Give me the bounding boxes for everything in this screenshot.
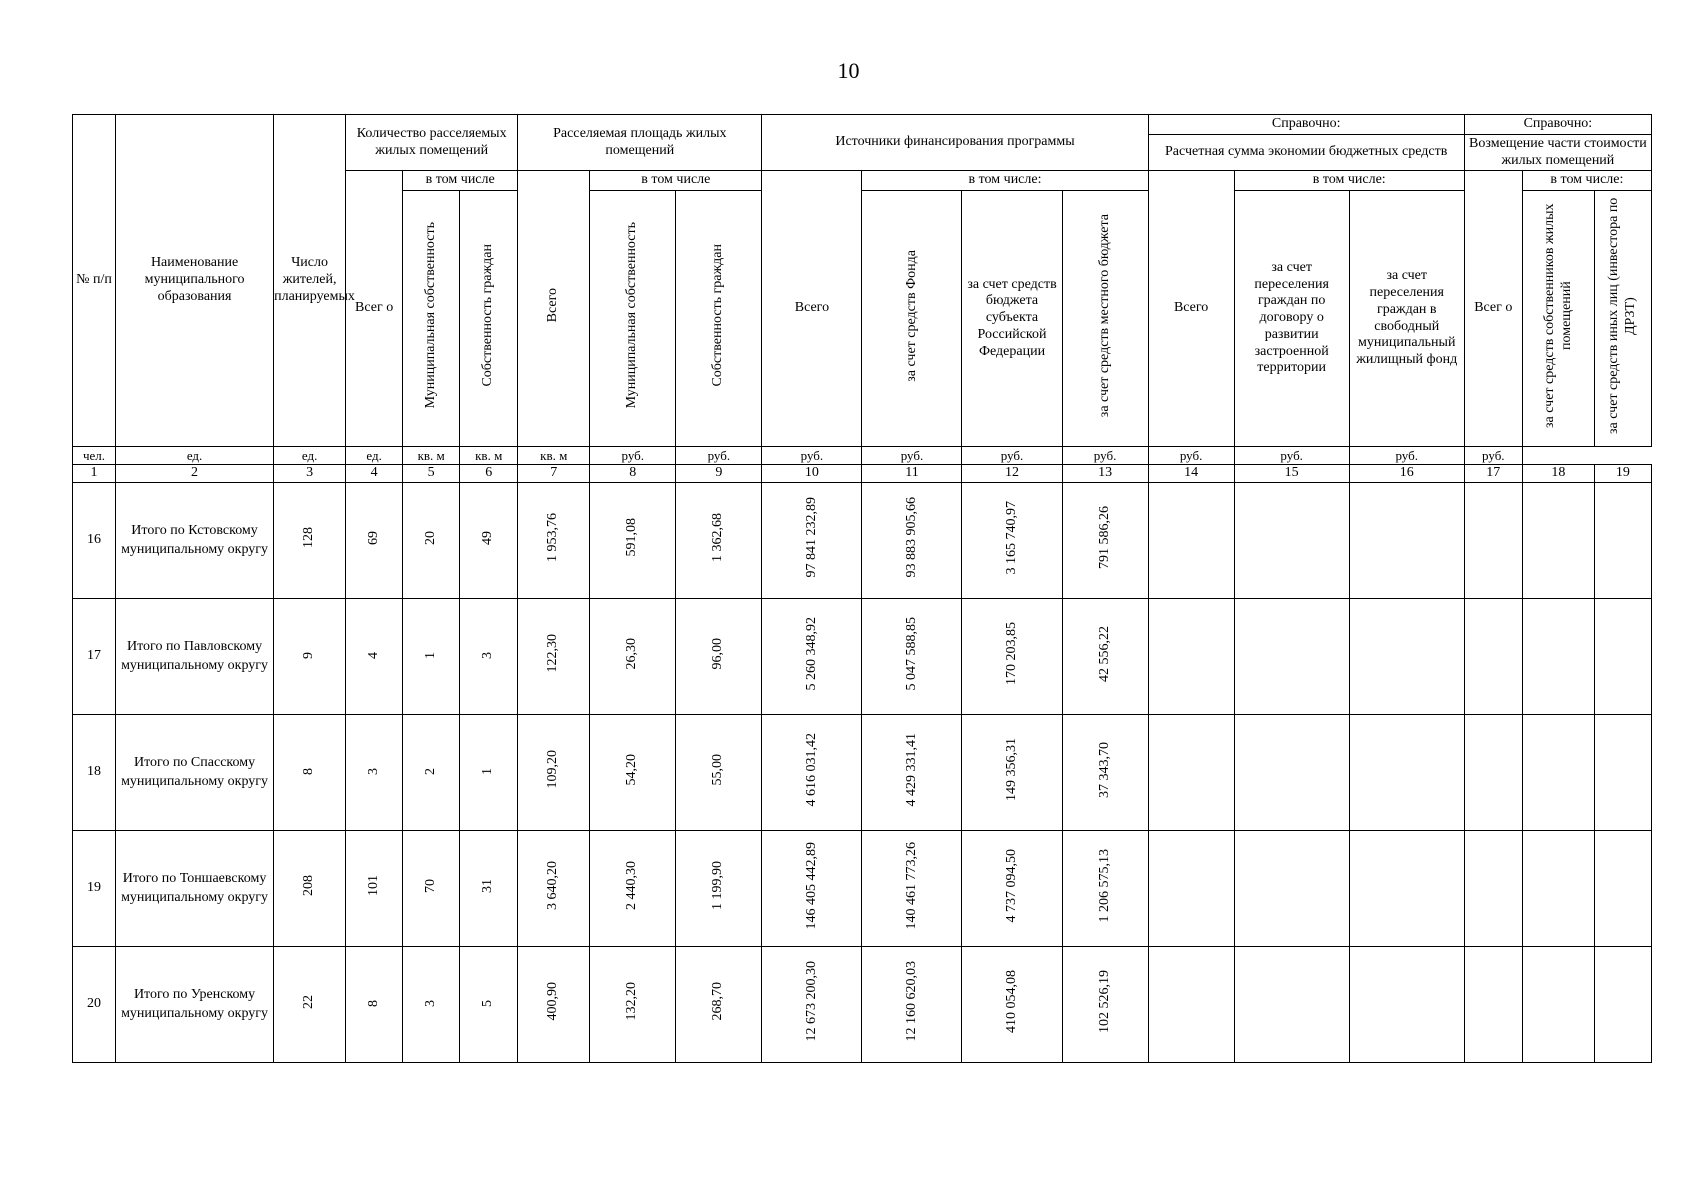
unit-cell: чел. (73, 447, 116, 465)
cell-area-citizens (676, 599, 762, 715)
value-qty-citizens: 31 (480, 878, 496, 893)
value-residents: 208 (301, 875, 317, 897)
column-number: 14 (1148, 465, 1234, 483)
header-fin-total: Всего (762, 171, 862, 447)
cell-empty (1522, 715, 1594, 831)
header-savings-total: Всего (1148, 171, 1234, 447)
cell-empty (1522, 831, 1594, 947)
unit-cell: ед. (116, 447, 274, 465)
column-number: 11 (862, 465, 962, 483)
unit-cell: руб. (676, 447, 762, 465)
unit-cell: кв. м (403, 447, 460, 465)
cell-residents (274, 483, 346, 599)
cell-empty (1234, 715, 1349, 831)
cell-fin-fund (862, 947, 962, 1063)
header-qty-including: в том числе (403, 171, 518, 191)
cell-qty-total (346, 715, 403, 831)
unit-cell: руб. (762, 447, 862, 465)
row-number: 16 (73, 483, 116, 599)
header-funding-group: Источники финансирования программы (762, 115, 1148, 171)
cell-area-total (518, 831, 590, 947)
unit-cell: ед. (346, 447, 403, 465)
cell-residents (274, 715, 346, 831)
cell-empty (1349, 715, 1464, 831)
cell-qty-municipal (403, 947, 460, 1063)
value-fin-fund: 4 429 331,41 (903, 732, 919, 807)
column-number: 13 (1062, 465, 1148, 483)
header-fin-subject: за счет средств бюджета субъекта Российской Федерации (962, 191, 1062, 447)
value-area-municipal: 26,30 (624, 637, 640, 670)
cell-empty (1234, 599, 1349, 715)
value-fin-fund: 12 160 620,03 (903, 961, 919, 1042)
column-number: 9 (676, 465, 762, 483)
value-fin-total: 5 260 348,92 (803, 616, 819, 691)
header-area-citizens-label: Собственность граждан (710, 244, 726, 387)
municipality-name-text: Итого по Кстовскому муниципальному округу (121, 523, 269, 557)
value-fin-local: 42 556,22 (1096, 625, 1112, 682)
municipality-name-text: Итого по Уренскому муниципальному округу (121, 987, 269, 1021)
column-number: 16 (1349, 465, 1464, 483)
cell-area-total (518, 483, 590, 599)
cell-qty-municipal (403, 715, 460, 831)
cell-fin-local (1062, 599, 1148, 715)
column-number: 19 (1594, 465, 1651, 483)
row-number: 18 (73, 715, 116, 831)
header-comp-others-label: за счет средств иных лиц (инвестора по ДРЗТ) (1606, 197, 1638, 434)
cell-empty (1464, 831, 1522, 947)
value-residents: 8 (301, 768, 317, 776)
cell-fin-fund (862, 715, 962, 831)
value-qty-citizens: 3 (480, 652, 496, 660)
header-comp-owners-label: за счет средств собственников жилых помещений (1541, 203, 1574, 428)
column-number: 2 (116, 465, 274, 483)
value-qty-municipal: 20 (422, 530, 438, 545)
cell-area-municipal (590, 831, 676, 947)
value-qty-total: 3 (365, 768, 381, 776)
unit-cell: руб. (862, 447, 962, 465)
unit-cell: ед. (274, 447, 346, 465)
cell-qty-total (346, 483, 403, 599)
value-fin-local: 102 526,19 (1096, 970, 1112, 1034)
unit-cell: кв. м (518, 447, 590, 465)
cell-fin-subject (962, 715, 1062, 831)
cell-qty-municipal (403, 599, 460, 715)
cell-fin-local (1062, 483, 1148, 599)
unit-cell: руб. (1349, 447, 1464, 465)
cell-fin-total (762, 831, 862, 947)
cell-fin-local (1062, 715, 1148, 831)
cell-fin-subject (962, 599, 1062, 715)
cell-residents (274, 599, 346, 715)
cell-qty-total (346, 831, 403, 947)
value-qty-citizens: 5 (480, 1000, 496, 1008)
cell-empty (1464, 599, 1522, 715)
cell-area-citizens (676, 483, 762, 599)
cell-empty (1594, 599, 1651, 715)
column-number: 3 (274, 465, 346, 483)
value-area-municipal: 54,20 (624, 753, 640, 786)
value-qty-total: 69 (365, 530, 381, 545)
column-number: 10 (762, 465, 862, 483)
cell-residents (274, 831, 346, 947)
cell-empty (1234, 483, 1349, 599)
resettlement-table (72, 114, 1652, 1063)
cell-empty (1349, 831, 1464, 947)
cell-area-citizens (676, 831, 762, 947)
value-area-municipal: 132,20 (624, 982, 640, 1021)
cell-empty (1349, 599, 1464, 715)
cell-empty (1522, 947, 1594, 1063)
value-area-municipal: 591,08 (624, 518, 640, 557)
cell-empty (1464, 947, 1522, 1063)
value-qty-municipal: 2 (422, 768, 438, 776)
table-row (73, 947, 1652, 1063)
cell-qty-citizens (460, 947, 518, 1063)
cell-empty (1594, 947, 1651, 1063)
unit-cell: кв. м (460, 447, 518, 465)
value-fin-subject: 3 165 740,97 (1003, 500, 1019, 575)
value-fin-subject: 149 356,31 (1003, 738, 1019, 802)
cell-qty-municipal (403, 831, 460, 947)
value-qty-total: 101 (365, 875, 381, 897)
header-fin-local (1062, 191, 1148, 447)
value-fin-fund: 5 047 588,85 (903, 616, 919, 691)
cell-empty (1522, 483, 1594, 599)
column-number: 15 (1234, 465, 1349, 483)
value-area-total: 122,30 (545, 634, 561, 673)
cell-empty (1464, 715, 1522, 831)
municipality-name (116, 715, 274, 831)
value-area-citizens: 55,00 (710, 753, 726, 786)
value-area-citizens: 96,00 (710, 637, 726, 670)
municipality-name (116, 831, 274, 947)
unit-cell: руб. (590, 447, 676, 465)
column-number: 4 (346, 465, 403, 483)
unit-cell: руб. (1234, 447, 1349, 465)
header-area-municipal-label: Муниципальная собственность (624, 222, 640, 409)
value-area-citizens: 268,70 (710, 982, 726, 1021)
header-savings-agreement: за счет переселения граждан по договору о развитии застроенной территории (1234, 191, 1349, 447)
cell-qty-citizens (460, 831, 518, 947)
table-row (73, 599, 1652, 715)
cell-empty (1148, 947, 1234, 1063)
value-qty-total: 8 (365, 1000, 381, 1008)
page-number: 10 (837, 58, 860, 83)
column-number: 6 (460, 465, 518, 483)
header-savings-free-fund: за счет переселения граждан в свободный муниципальный жилищный фонд (1349, 191, 1464, 447)
header-area-citizens (676, 191, 762, 447)
cell-empty (1148, 483, 1234, 599)
header-fin-fund (862, 191, 962, 447)
cell-empty (1464, 483, 1522, 599)
cell-qty-total (346, 599, 403, 715)
value-fin-total: 4 616 031,42 (803, 732, 819, 807)
header-compensation-group: Возмещение части стоимости жилых помещений (1464, 135, 1651, 171)
header-comp-including: в том числе: (1522, 171, 1651, 191)
cell-area-municipal (590, 483, 676, 599)
municipality-name (116, 483, 274, 599)
value-qty-citizens: 1 (480, 768, 496, 776)
header-reference-1: Справочно: (1148, 115, 1464, 135)
cell-fin-local (1062, 947, 1148, 1063)
cell-fin-fund (862, 831, 962, 947)
value-fin-subject: 4 737 094,50 (1003, 848, 1019, 923)
value-qty-municipal: 1 (422, 652, 438, 660)
table-row (73, 831, 1652, 947)
cell-area-municipal (590, 715, 676, 831)
units-row (73, 447, 1652, 465)
column-number: 7 (518, 465, 590, 483)
cell-fin-subject (962, 483, 1062, 599)
value-fin-total: 97 841 232,89 (803, 497, 819, 578)
cell-empty (1594, 831, 1651, 947)
header-name: Наименование муниципального образования (116, 115, 274, 447)
cell-empty (1594, 483, 1651, 599)
cell-fin-total (762, 715, 862, 831)
unit-cell: руб. (962, 447, 1062, 465)
column-number: 1 (73, 465, 116, 483)
header-area-total (518, 171, 590, 447)
cell-area-municipal (590, 599, 676, 715)
cell-empty (1522, 599, 1594, 715)
cell-fin-local (1062, 831, 1148, 947)
value-area-municipal: 2 440,30 (624, 861, 640, 911)
cell-fin-total (762, 483, 862, 599)
cell-qty-citizens (460, 483, 518, 599)
header-comp-others (1594, 191, 1651, 447)
cell-empty (1234, 831, 1349, 947)
row-number: 17 (73, 599, 116, 715)
value-qty-municipal: 70 (422, 878, 438, 893)
header-fin-fund-label: за счет средств Фонда (903, 249, 919, 382)
cell-empty (1148, 599, 1234, 715)
header-savings-including: в том числе: (1234, 171, 1464, 191)
header-qty-municipal (403, 191, 460, 447)
header-area-including: в том числе (590, 171, 762, 191)
cell-fin-fund (862, 599, 962, 715)
value-area-citizens: 1 362,68 (710, 513, 726, 563)
value-fin-total: 146 405 442,89 (803, 841, 819, 930)
column-number: 8 (590, 465, 676, 483)
header-residents: Число жителей, планируемых (274, 115, 346, 447)
cell-empty (1234, 947, 1349, 1063)
value-residents: 22 (301, 994, 317, 1009)
cell-empty (1148, 831, 1234, 947)
value-fin-local: 1 206 575,13 (1096, 848, 1112, 923)
column-number: 12 (962, 465, 1062, 483)
value-residents: 9 (301, 652, 317, 660)
table-row (73, 483, 1652, 599)
cell-area-citizens (676, 715, 762, 831)
cell-fin-subject (962, 831, 1062, 947)
header-fin-local-label: за счет средств местного бюджета (1096, 214, 1112, 418)
header-area-municipal (590, 191, 676, 447)
cell-fin-total (762, 599, 862, 715)
value-fin-local: 37 343,70 (1096, 741, 1112, 798)
cell-fin-fund (862, 483, 962, 599)
value-area-total: 3 640,20 (545, 861, 561, 911)
header-area-total-label: Всего (545, 288, 561, 323)
value-fin-total: 12 673 200,30 (803, 961, 819, 1042)
cell-empty (1349, 947, 1464, 1063)
municipality-name-text: Итого по Тоншаевскому муниципальному округу (121, 871, 269, 905)
unit-cell: руб. (1062, 447, 1148, 465)
cell-qty-municipal (403, 483, 460, 599)
cell-empty (1349, 483, 1464, 599)
cell-area-citizens (676, 947, 762, 1063)
value-residents: 128 (301, 527, 317, 549)
header-area-group: Расселяемая площадь жилых помещений (518, 115, 762, 171)
unit-cell: руб. (1148, 447, 1234, 465)
municipality-name-text: Итого по Спасскому муниципальному округу (121, 755, 269, 789)
header-savings-group: Расчетная сумма экономии бюджетных средств (1148, 135, 1464, 171)
table-row (73, 715, 1652, 831)
municipality-name (116, 599, 274, 715)
header-qty-citizens (460, 191, 518, 447)
cell-empty (1594, 715, 1651, 831)
value-fin-subject: 170 203,85 (1003, 622, 1019, 686)
row-number: 20 (73, 947, 116, 1063)
value-fin-fund: 140 461 773,26 (903, 841, 919, 930)
value-area-total: 400,90 (545, 982, 561, 1021)
value-qty-total: 4 (365, 652, 381, 660)
header-qty-group: Количество расселяемых жилых помещений (346, 115, 518, 171)
cell-area-municipal (590, 947, 676, 1063)
cell-area-total (518, 715, 590, 831)
municipality-name (116, 947, 274, 1063)
row-number: 19 (73, 831, 116, 947)
municipality-name-text: Итого по Павловскому муниципальному округу (121, 639, 269, 673)
header-comp-owners (1522, 191, 1594, 447)
value-qty-municipal: 3 (422, 1000, 438, 1008)
header-fin-including: в том числе: (862, 171, 1148, 191)
value-area-total: 109,20 (545, 750, 561, 789)
value-area-total: 1 953,76 (545, 513, 561, 563)
header-qty-municipal-label: Муниципальная собственность (422, 222, 438, 409)
cell-qty-total (346, 947, 403, 1063)
header-qty-citizens-label: Собственность граждан (480, 244, 496, 387)
cell-qty-citizens (460, 599, 518, 715)
column-number-row (73, 465, 1652, 483)
value-fin-local: 791 586,26 (1096, 506, 1112, 570)
cell-area-total (518, 599, 590, 715)
value-area-citizens: 1 199,90 (710, 861, 726, 911)
header-reference-2: Справочно: (1464, 115, 1651, 135)
value-fin-subject: 410 054,08 (1003, 970, 1019, 1034)
column-number: 5 (403, 465, 460, 483)
cell-area-total (518, 947, 590, 1063)
header-qty-total: Всег о (346, 171, 403, 447)
value-qty-citizens: 49 (480, 530, 496, 545)
cell-empty (1148, 715, 1234, 831)
column-number: 18 (1522, 465, 1594, 483)
cell-fin-total (762, 947, 862, 1063)
header-comp-total: Всег о (1464, 171, 1522, 447)
cell-fin-subject (962, 947, 1062, 1063)
cell-residents (274, 947, 346, 1063)
unit-cell: руб. (1464, 447, 1522, 465)
value-fin-fund: 93 883 905,66 (903, 497, 919, 578)
header-num: № п/п (73, 115, 116, 447)
column-number: 17 (1464, 465, 1522, 483)
cell-qty-citizens (460, 715, 518, 831)
